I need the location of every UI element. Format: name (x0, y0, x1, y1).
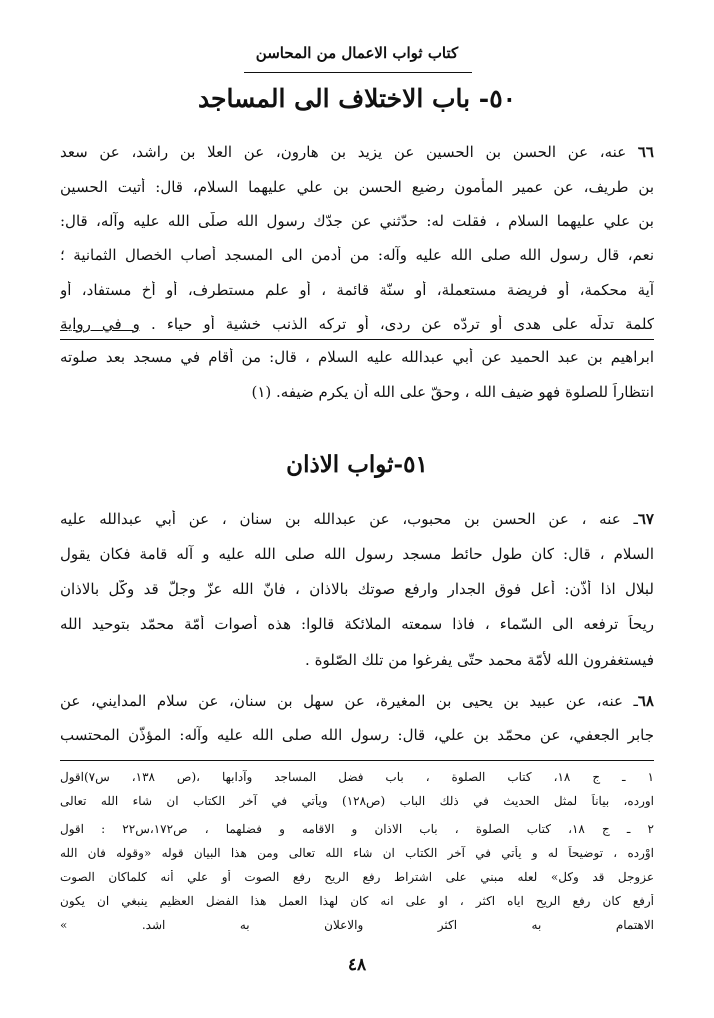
footnote-2-line-5: الاهتمام به اكثر والاعلان به اشد. » (60, 918, 654, 932)
hadith-66-line-3: بن علي عليهما السلام ، فقلت له: حدّثني عن جدّك رسول الله صلّى الله عليه وآله، قال: (60, 212, 654, 230)
hadith-66-line-6: كلمة تدلّه على هدى أو تردّه عن ردى، أو تركه الذنب خشية أو حياء . و في رواية (60, 315, 654, 333)
hadith-67-line-2: السلام ، قال: كان طول حائط مسجد رسول الله صلى الله عليه و آله قامة فكان يقول (60, 545, 654, 563)
hadith-66-line-4: نعم، قال رسول الله صلى الله عليه وآله: من أدمن الى المسجد أصاب الخصال الثمانية ؛ (60, 246, 654, 264)
chapter-51-title: ٥١-ثواب الاذان (286, 451, 428, 478)
hadith-67-line-1: ٦٧ـ عنه ، عن الحسن بن محبوب، عن عبدالله بن سنان ، عن أبي عبدالله عليه (60, 510, 654, 528)
hadith-66-number: ٦٦ (637, 143, 654, 161)
page-number: ٤٨ (347, 955, 367, 975)
footnote-1-line-1: ١ ـ ج ١٨، كتاب الصلوة ، باب فضل المساجد وآدابها ،(ص ١٣٨، س٧)اقول (60, 770, 654, 784)
variant-note: و في رواية (60, 315, 140, 333)
footnote-rule (60, 760, 654, 761)
running-head-rule (244, 72, 472, 73)
footnote-2-line-4: أرفع كان رفع الريح اياه اكثر ، او على انه كان لهذا العمل هذا الفضل العظيم ينبغي ان يكون (60, 894, 654, 908)
footnote-2-line-2: اوْرده ، توضيحاً له و يأتي في آخر الكتاب ان شاء الله تعالى ومن هذا البيان قوله «وقوله فان الله (60, 846, 654, 860)
footnote-1-line-2: اورده، بياناً لمثل الحديث في ذلك الباب (ص١٢٨) ويأتي في آخر الكتاب ان شاء الله تعالى (60, 794, 654, 808)
chapter-50-title: ٥٠- باب الاختلاف الى المساجد (197, 84, 517, 113)
hadith-67-line-4: ريحاً ترفعه الى السّماء ، فاذا سمعته الملائكة قالوا: هذه أصوات أمّة محمّد بتوحيد الله (60, 615, 654, 633)
hadith-66-line-7: ابراهيم بن عبد الحميد عن أبي عبدالله عليه السلام ، قال: من أقام في مسجد بعد صلوته (60, 348, 654, 366)
hadith-67-line-5: فيستغفرون الله لأمّة محمد حتّى يفرغوا من تلك الصّلوة . (305, 651, 654, 669)
hadith-67-number: ٦٧ (637, 510, 654, 528)
hadith-66-line-5: آية محكمة، أو فريضة مستعملة، أو سنّة قائمة ، أو علم مستطرف، أو أخ مستفاد، أو (60, 281, 654, 299)
hadith-66-line-2: بن طريف، عن عمير المأمون رضيع الحسن بن علي عليهما السلام، قال: أتيت الحسين (60, 178, 654, 196)
hadith-66-line-8: انتظاراً للصلوة فهو ضيف الله ، وحقّ على الله أن يكرم ضيفه. (١) (251, 383, 654, 401)
running-head: كتاب ثواب الاعمال من المحاسن (255, 44, 459, 62)
hadith-68-number: ٦٨ (637, 692, 654, 710)
footnote-2-line-3: عزوجل قد وكل» لعله مبني على اشتراط رفع الريح رفع الصوت أو علي أنه كلماكان الصوت (60, 870, 654, 884)
hadith-66-line-1: ٦٦ عنه، عن الحسن بن الحسين عن يزيد بن هارون، عن العلا بن راشد، عن سعد (60, 143, 654, 161)
footnote-2-line-1: ٢ ـ ج ١٨، كتاب الصلوة ، باب الاذان و الاقامه و فضلهما ، ص١٧٢،س٢٢ : اقول (60, 822, 654, 836)
hadith-68-line-1: ٦٨ـ عنه، عن عبيد بن يحيى بن المغيرة، عن سهل بن سنان، عن سلام المدايني، عن (60, 692, 654, 710)
separator-rule (60, 339, 654, 340)
hadith-67-line-3: لبلال اذا أذّن: أعل فوق الجدار وارفع صوتك بالاذان ، فانّ الله عزّ وجلّ قد وكّل بالاذان (60, 580, 654, 598)
hadith-68-line-2: جابر الجعفي، عن محمّد بن علي، قال: رسول الله صلى الله عليه وآله: المؤذّن المحتسب (60, 726, 654, 744)
